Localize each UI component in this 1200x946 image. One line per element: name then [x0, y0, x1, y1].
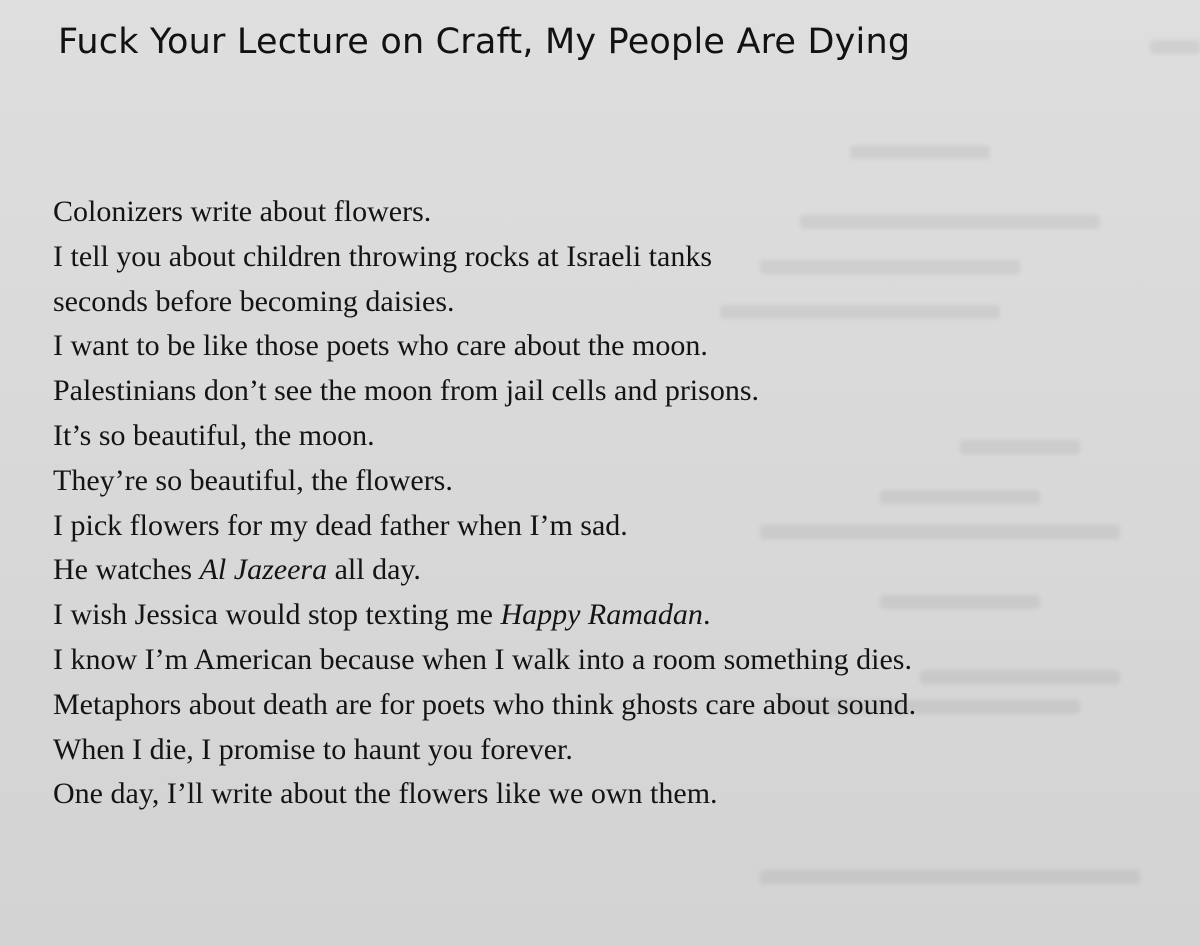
line-text: They’re so beautiful, the flowers. [53, 463, 453, 497]
line-text: I pick flowers for my dead father when I’m sad. [53, 508, 628, 542]
poem-line [53, 504, 916, 549]
poem-line [53, 369, 916, 414]
line-text: I wish Jessica would stop texting me [53, 598, 501, 632]
poem-line [53, 324, 916, 369]
poem-line [53, 638, 916, 683]
poem-line [53, 280, 916, 325]
line-text: Metaphors about death are for poets who think ghosts care about sound. [53, 687, 917, 721]
line-text: I want to be like those poets who care about the moon. [53, 329, 708, 363]
italic-phrase: Al Jazeera [199, 553, 328, 587]
line-text: It’s so beautiful, the moon. [53, 418, 375, 452]
poem-line [53, 683, 916, 728]
poem-line [53, 235, 916, 280]
poem-line [53, 593, 916, 638]
line-text: When I die, I promise to haunt you forever. [53, 732, 573, 766]
poem-line [53, 772, 916, 817]
line-text: I know I’m American because when I walk into a room something dies. [53, 642, 912, 676]
line-text: seconds before becoming daisies. [53, 284, 455, 318]
line-text: . [702, 598, 711, 632]
poem-line [53, 414, 916, 459]
italic-phrase: Happy Ramadan [500, 598, 703, 632]
line-text: all day. [327, 553, 421, 587]
line-text: Colonizers write about flowers. [53, 195, 432, 228]
line-text: Palestinians don’t see the moon from jail cells and prisons. [53, 374, 759, 408]
line-text: I tell you about children throwing rocks at Israeli tanks [53, 239, 712, 273]
poem-line [53, 548, 916, 593]
poem-line [53, 728, 916, 773]
poem-line [53, 190, 916, 235]
line-text: One day, I’ll write about the flowers like we own them. [53, 777, 718, 811]
line-text: He watches [53, 553, 200, 587]
poem-body [53, 190, 916, 817]
poem-title: Fuck Your Lecture on Craft, My People Are Dying [58, 22, 911, 62]
poem-line [53, 459, 916, 504]
